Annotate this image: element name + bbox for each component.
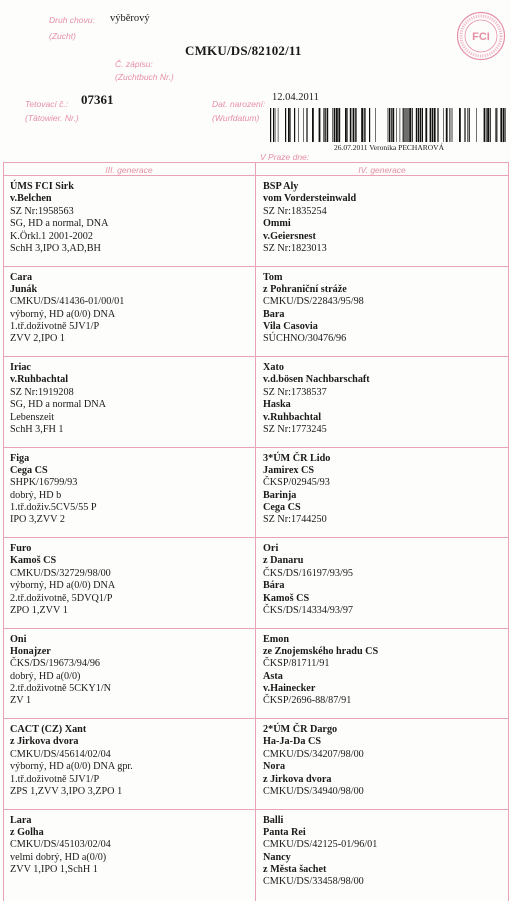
barcode-icon (270, 108, 506, 142)
pedigree-line: v.Hainecker (263, 683, 316, 695)
pedigree-line: Figa (10, 452, 30, 464)
pedigree-line: z Pohraniční stráže (263, 283, 347, 295)
pedigree-cell-right (263, 453, 330, 527)
pedigree-line: Lara (10, 814, 32, 826)
pedigree-cell-right (263, 543, 353, 617)
pedigree-line: z Danaru (263, 555, 304, 567)
gen4-header: IV. generace (358, 165, 406, 175)
pedigree-line: SÚCHNO/30476/96 (263, 333, 347, 345)
pedigree-line: Ommi (263, 218, 291, 230)
pedigree-cell-left (10, 634, 111, 708)
pedigree-line: ZPS 1,ZVV 3,IPO 3,ZPO 1 (10, 785, 123, 797)
pedigree-line: Asta (263, 670, 283, 682)
pedigree-line: vom Vordersteinwald (263, 193, 357, 205)
pedigree-line: CMKU/DS/33458/98/00 (263, 876, 364, 888)
pedigree-line: SZ Nr:1835254 (263, 205, 327, 217)
pedigree-cell-right (263, 181, 356, 255)
pedigree-line: ČKSP/02945/93 (263, 477, 330, 489)
pedigree-line: 2.tř.doživotně 5CKY1/N (10, 683, 112, 695)
pedigree-line: CMKU/DS/42125-01/96/01 (263, 839, 378, 851)
pedigree-line: dobrý, HD a(0/0) (10, 670, 81, 682)
pedigree-cell-left (10, 815, 111, 877)
pedigree-line: 3*ÚM ČR Lido (263, 452, 331, 464)
pedigree-line: Cega CS (263, 502, 301, 514)
pedigree-line: ČKS/DS/16197/93/95 (263, 567, 354, 579)
pedigree-line: SchH 3,FH 1 (10, 423, 64, 435)
pedigree-line: Haska (263, 399, 291, 411)
pedigree-line: CMKU/DS/34940/98/00 (263, 785, 364, 797)
pedigree-line: Cega CS (10, 464, 48, 476)
pedigree-line: SHPK/16799/93 (10, 477, 78, 489)
pedigree-line: Xato (263, 362, 284, 373)
pedigree-line: v.Belchen (10, 193, 52, 205)
pedigree-line: z Jirkova dvora (263, 773, 332, 785)
place-label: V Praze dne: (260, 152, 310, 162)
pedigree-cell-left (10, 181, 108, 255)
pedigree-line: Bára (263, 580, 285, 592)
pedigree-line: Ori (263, 543, 279, 554)
tattoo-label-cz: Tetovací č.: (25, 99, 69, 109)
pedigree-line: výborný, HD a(0/0) DNA gpr. (10, 761, 133, 773)
pedigree-cell-right (263, 815, 377, 889)
pedigree-line: Balli (263, 814, 284, 826)
pedigree-line: CMKU/DS/32729/98/00 (10, 567, 111, 579)
pedigree-line: výborný, HD a(0/0) DNA (10, 308, 116, 320)
pedigree-table (3, 162, 509, 901)
pedigree-line: ZV 1 (10, 695, 32, 707)
pedigree-line: z Města šachet (263, 864, 327, 876)
pedigree-line: 1.tř.doživotně 5JV1/P (10, 773, 100, 785)
registration-number: CMKU/DS/82102/11 (185, 43, 302, 58)
pedigree-line: v.Geiersnest (263, 230, 316, 242)
pedigree-line: CMKU/DS/34207/98/00 (263, 748, 364, 760)
pedigree-line: ZPO 1,ZVV 1 (10, 604, 68, 616)
breeding-label-de: (Zucht) (49, 31, 76, 41)
pedigree-line: Iriac (10, 362, 31, 373)
pedigree-line: Junák (10, 283, 38, 295)
pedigree-cell-left (10, 362, 106, 436)
pedigree-line: SchH 3,IPO 3,AD,BH (10, 242, 101, 254)
pedigree-line: dobrý, HD b (10, 489, 62, 501)
pedigree-line: CACT (CZ) Xant (10, 724, 87, 735)
pedigree-line: Panta Rei (263, 826, 306, 838)
tattoo-value: 07361 (81, 92, 114, 107)
pedigree-line: Bara (263, 308, 285, 320)
pedigree-line: Ha-Ja-Da CS (263, 736, 322, 748)
pedigree-line: ČKS/DS/14334/93/97 (263, 604, 354, 616)
pedigree-line: Nancy (263, 851, 291, 863)
pedigree-cell-left (10, 272, 124, 346)
pedigree-line: velmi dobrý, HD a(0/0) (10, 851, 107, 863)
birth-date: 12.04.2011 (272, 92, 319, 103)
studbook-label-de: (Zuchtbuch Nr.) (115, 72, 174, 82)
pedigree-line: SZ Nr:1958563 (10, 205, 74, 217)
pedigree-line: K.Örkl.1 2001-2002 (10, 230, 93, 242)
pedigree-line: ÚMS FCI Sirk (10, 181, 74, 192)
birth-label-cz: Dat. narození: (212, 99, 266, 109)
pedigree-line: 2.tř.doživotně, 5DVQ1/P (10, 592, 113, 604)
pedigree-line: CMKU/DS/41436-01/00/01 (10, 296, 125, 308)
breeding-label-cz: Druh chovu: (49, 15, 95, 25)
pedigree-line: SZ Nr:1738537 (263, 386, 327, 398)
pedigree-cell-right (263, 634, 378, 708)
pedigree-line: z Golha (10, 826, 44, 838)
pedigree-line: Cara (10, 271, 33, 283)
pedigree-line: Jamirex CS (263, 464, 315, 476)
pedigree-line: 1.tř.doživ.5CV5/55 P (10, 502, 97, 514)
pedigree-line: Honajzer (10, 645, 51, 657)
pedigree-line: z Jirkova dvora (10, 736, 79, 748)
pedigree-line: Oni (10, 633, 27, 645)
birth-label-de: (Wurfdatum) (212, 113, 260, 123)
pedigree-cell-right (263, 724, 364, 798)
pedigree-line: SG, HD a normal DNA (10, 399, 106, 411)
pedigree-line: Lebenszeit (10, 411, 55, 423)
pedigree-line: v.Ruhbachtal (10, 374, 69, 386)
pedigree-line: Vila Casovia (263, 321, 318, 333)
pedigree-line: Nora (263, 761, 286, 773)
pedigree-line: SZ Nr:1919208 (10, 386, 74, 398)
pedigree-line: ČKSP/81711/91 (263, 658, 330, 670)
pedigree-cell-left (10, 724, 133, 798)
tattoo-label-de: (Tätowier. Nr.) (25, 113, 79, 123)
fci-seal-icon (456, 11, 506, 61)
pedigree-line: 1.tř.doživotně 5JV1/P (10, 321, 100, 333)
gen3-header: III. generace (105, 165, 153, 175)
pedigree-cell-right (263, 272, 364, 346)
pedigree-line: SG, HD a normal, DNA (10, 218, 109, 230)
pedigree-line: CMKU/DS/45103/02/04 (10, 839, 111, 851)
pedigree-line: SZ Nr:1744250 (263, 514, 327, 526)
pedigree-line: v.d.bösen Nachbarschaft (263, 374, 370, 386)
pedigree-line: 2*ÚM ČR Dargo (263, 724, 338, 735)
signature-note: 26.07.2011 Veronika PECHAROVÁ (334, 143, 444, 152)
pedigree-cell-left (10, 543, 115, 617)
pedigree-line: ze Znojemského hradu CS (263, 645, 379, 657)
pedigree-cell-left (10, 453, 97, 527)
pedigree-line: Tom (263, 271, 283, 283)
pedigree-line: SZ Nr:1773245 (263, 423, 327, 435)
pedigree-line: v.Ruhbachtal (263, 411, 322, 423)
pedigree-line: ZVV 1,IPO 1,SchH 1 (10, 864, 98, 876)
breeding-value: výběrový (110, 13, 150, 24)
pedigree-line: Barinja (263, 489, 297, 501)
studbook-label-cz: Č. zápisu: (115, 59, 153, 69)
pedigree-line: CMKU/DS/22843/95/98 (263, 296, 364, 308)
pedigree-line: výborný, HD a(0/0) DNA (10, 580, 116, 592)
pedigree-line: CMKU/DS/45614/02/04 (10, 748, 111, 760)
pedigree-line: ČKSP/2696-88/87/91 (263, 695, 352, 707)
pedigree-line: Kamoš CS (10, 555, 57, 567)
pedigree-line: BSP Aly (263, 181, 299, 192)
fci-logo-text: FCI (472, 31, 490, 43)
pedigree-cell-right (263, 362, 370, 436)
pedigree-line: Furo (10, 543, 32, 554)
pedigree-line: Emon (263, 633, 290, 645)
pedigree-line: ZVV 2,IPO 1 (10, 333, 65, 345)
pedigree-line: Kamoš CS (263, 592, 310, 604)
pedigree-line: SZ Nr:1823013 (263, 242, 327, 254)
pedigree-line: IPO 3,ZVV 2 (10, 514, 65, 526)
pedigree-line: ČKS/DS/19673/94/96 (10, 658, 101, 670)
